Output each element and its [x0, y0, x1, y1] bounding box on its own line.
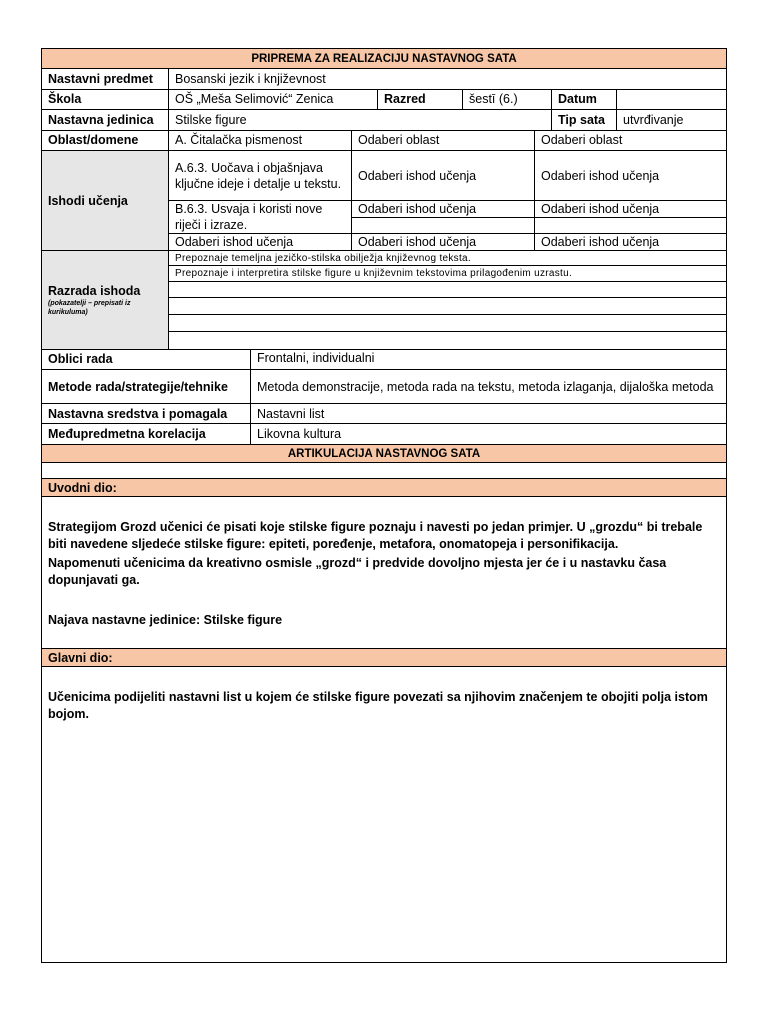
uvodni-paragraph-1: Strategijom Grozd učenici će pisati koje stilske figure poznaju i navesti po jedan primjer. U „grozdu“ bi trebale biti navedene sljedeće stilske figure: epiteti, poređenje, metafora, onomatopeja i personifikacija. [48, 520, 703, 551]
razrada-label: Razrada ishoda [48, 284, 141, 298]
sredstva-label: Nastavna sredstva i pomagala [48, 406, 228, 421]
metode-value[interactable]: Metoda demonstracije, metoda rada na tekstu, metoda izlaganja, dijaloška metoda [257, 379, 714, 394]
jedinica-value[interactable]: Stilske figure [175, 112, 247, 127]
tip-label: Tip sata [558, 112, 606, 127]
oblast-label: Oblast/domene [48, 133, 139, 147]
ishod-1-3[interactable]: Odaberi ishod učenja [541, 168, 660, 183]
predmet-value[interactable]: Bosanski jezik i književnost [175, 71, 326, 86]
korelacija-label: Međupredmetna korelacija [48, 427, 206, 441]
ishod-1-1[interactable]: A.6.3. Uočava i objašnjava ključne ideje i detalje u tekstu. [175, 160, 342, 191]
tip-value[interactable]: utvrđivanje [623, 112, 684, 127]
oblast-value-3[interactable]: Odaberi oblast [541, 133, 623, 147]
razrada-line-1[interactable]: Prepoznaje temeljna jezičko-stilska obilježja književnog teksta. [175, 252, 472, 264]
glavni-heading: Glavni dio: [42, 649, 726, 666]
ishodi-label: Ishodi učenja [48, 193, 128, 208]
skola-value[interactable]: OŠ „Meša Selimović“ Zenica [175, 92, 334, 106]
sredstva-value[interactable]: Nastavni list [257, 406, 325, 421]
ishod-2-3[interactable]: Odaberi ishod učenja [541, 202, 660, 216]
metode-label: Metode rada/strategije/tehnike [48, 379, 228, 394]
oblast-value-2[interactable]: Odaberi oblast [358, 133, 440, 147]
ishod-1-2[interactable]: Odaberi ishod učenja [358, 168, 477, 183]
razrada-line-2[interactable]: Prepoznaje i interpretira stilske figure u književnim tekstovima prilagođenim uzrastu. [175, 268, 573, 279]
uvodni-paragraph-3: Najava nastavne jedinice: Stilske figure [48, 613, 283, 627]
ishod-2-2[interactable]: Odaberi ishod učenja [358, 202, 477, 216]
razred-value[interactable]: šestī (6.) [469, 92, 518, 106]
artikulacija-header: ARTIKULACIJA NASTAVNOG SATA [42, 445, 726, 462]
glavni-paragraph-1: Učenicima podijeliti nastavni list u kojem će stilske figure povezati sa njihovim značenjem te obojiti polja istom bojom. [48, 690, 708, 721]
datum-value[interactable] [617, 89, 725, 109]
datum-label: Datum [558, 92, 597, 106]
uvodni-heading: Uvodni dio: [42, 479, 726, 496]
title: PRIPREMA ZA REALIZACIJU NASTAVNOG SATA [42, 49, 726, 68]
jedinica-label: Nastavna jedinica [48, 112, 154, 127]
oblici-value[interactable]: Frontalni, individualni [257, 351, 375, 365]
skola-label: Škola [48, 92, 82, 106]
razrada-sublabel: (pokazatelji – prepisati iz kurikuluma) [48, 300, 131, 316]
ishod-2-1[interactable]: B.6.3. Usvaja i koristi nove riječi i izraze. [175, 202, 323, 232]
oblast-value-1[interactable]: A. Čitalačka pismenost [175, 133, 303, 147]
ishod-3-3[interactable]: Odaberi ishod učenja [541, 235, 660, 249]
razred-label: Razred [384, 92, 426, 106]
uvodni-paragraph-2: Napomenuti učenicima da kreativno osmisle „grozd“ i predvide dovoljno mjesta jer će i u nastavku časa dopunjavati ga. [48, 556, 667, 587]
ishod-3-1[interactable]: Odaberi ishod učenja [175, 235, 294, 249]
korelacija-value[interactable]: Likovna kultura [257, 427, 342, 441]
predmet-label: Nastavni predmet [48, 71, 153, 86]
oblici-label: Oblici rada [48, 352, 113, 366]
razrada-label-block [48, 284, 164, 317]
ishod-3-2[interactable]: Odaberi ishod učenja [358, 235, 477, 249]
